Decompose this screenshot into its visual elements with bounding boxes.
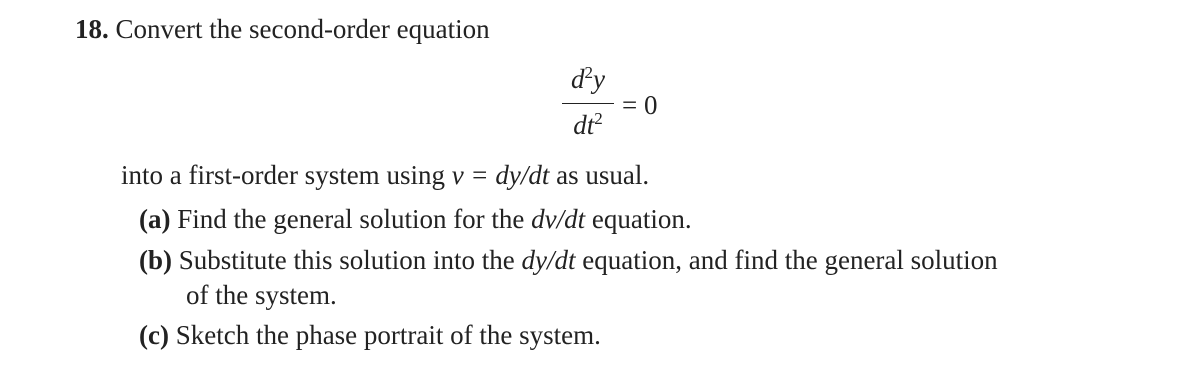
equation-rhs: = 0: [622, 90, 658, 120]
problem-number: 18.: [75, 14, 109, 44]
problem-intro: Convert the second-order equation: [115, 14, 490, 44]
part-b-continuation: of the system.: [186, 280, 337, 310]
part-c: (c) Sketch the phase portrait of the system.: [139, 320, 601, 350]
part-b-label: (b): [139, 245, 172, 275]
fraction-numerator: $d^2y$: [571, 63, 605, 94]
part-a: (a) Find the general solution for the dv/dt equation.: [139, 204, 692, 234]
problem-heading: [75, 12, 490, 46]
fraction-bar: [562, 103, 614, 104]
setup-math: v = dy/dt: [451, 160, 550, 190]
setup-text: into a first-order system using v = dy/dt as usual.: [121, 160, 650, 190]
part-a-math: dv/dt: [531, 204, 586, 234]
part-b: (b) Substitute this solution into the dy/dt equation, and find the general solution: [139, 245, 998, 275]
fraction-denominator: $dt^2$: [573, 109, 603, 140]
display-equation: [560, 62, 700, 152]
part-a-label: (a): [139, 204, 171, 234]
part-b-math: dy/dt: [521, 245, 576, 275]
part-c-label: (c): [139, 320, 169, 350]
